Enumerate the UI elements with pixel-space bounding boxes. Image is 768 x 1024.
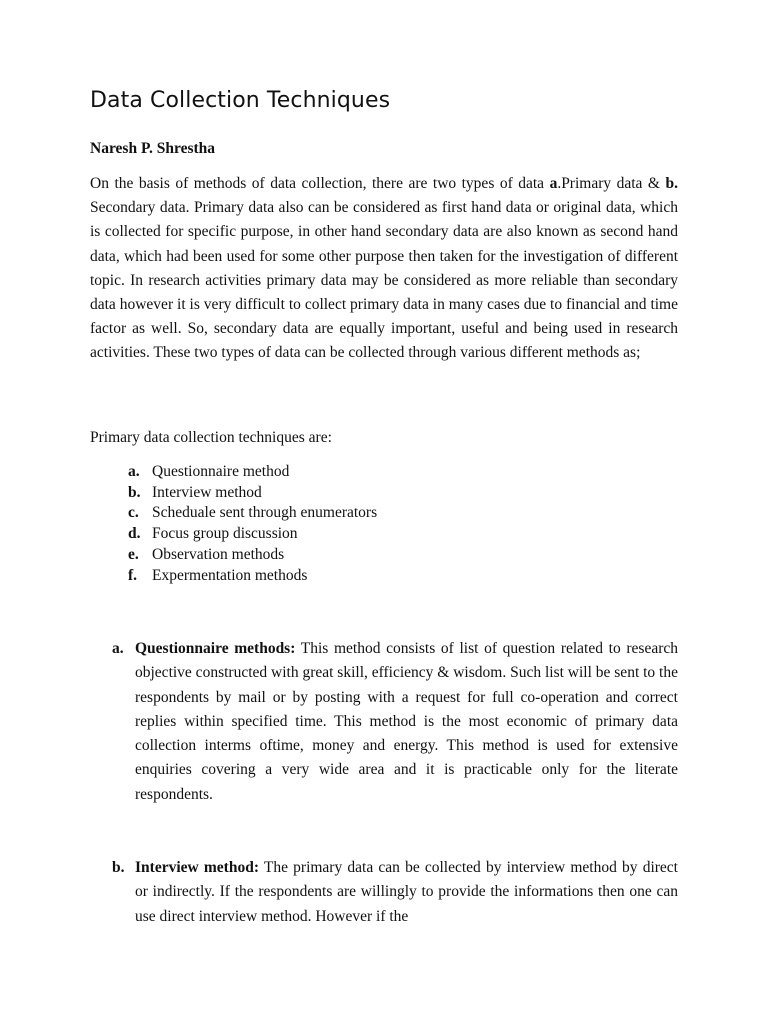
list-item-text: Scheduale sent through enumerators (152, 504, 378, 522)
primary-techniques-heading: Primary data collection techniques are: (90, 429, 332, 446)
section-heading: Questionnaire methods: (135, 640, 296, 657)
intro-paragraph (90, 172, 678, 366)
document-title: Data Collection Techniques (90, 88, 391, 113)
list-marker: f. (128, 566, 138, 584)
intro-text-3: Secondary data. Primary data also can be considered as first hand data or original data, which is collected for specific purpose, in other hand secondary data are also known as second hand data, which had been used for some other purpose then taken for the investigation of different topic. In research activities primary data may be considered as more reliable than secondary data however it is very difficult to collect primary data in many cases due to financial and time factor as well. So, secondary data are equally important, useful and being used in research activities. These two types of data can be collected through various different methods as; (90, 199, 678, 362)
author-name: Naresh P. Shrestha (90, 140, 216, 157)
list-item (128, 545, 377, 566)
list-marker: e. (128, 545, 139, 563)
list-item-text: Focus group discussion (152, 525, 298, 543)
list-item-text: Interview method (152, 483, 262, 501)
section-marker: a. (112, 640, 124, 657)
section-marker: b. (112, 859, 125, 876)
section-text: The primary data can be collected by interview method by direct or indirectly. If the respondents are willingly to provide the informations then one can use direct interview method. However if the (135, 859, 678, 925)
list-item (128, 503, 377, 524)
intro-text-2: .Primary data & (557, 175, 666, 192)
list-marker: a. (128, 463, 140, 480)
primary-techniques-list (128, 462, 377, 586)
section-text: This method consists of list of question related to research objective constructed with great skill, efficiency & wisdom. Such list will be sent to the respondents by mail or by posting with a request for full co-operation and correct replies within specified time. This method is the most economic of primary data collection interms oftime, money and energy. This method is used for extensive enquiries covering a very wide area and it is practicable only for the literate respondents. (135, 640, 678, 803)
list-item (128, 566, 377, 587)
list-item (128, 524, 377, 545)
section-body (135, 637, 678, 807)
list-item (128, 483, 377, 504)
intro-marker-a: a (549, 175, 558, 192)
list-marker: d. (128, 525, 141, 543)
section-interview-method (112, 856, 678, 929)
list-item-text: Observation methods (152, 545, 285, 563)
intro-text-1: On the basis of methods of data collection, there are two types of data (90, 175, 550, 192)
list-item (128, 462, 377, 483)
list-marker: b. (128, 483, 141, 501)
list-item-text: Expermentation methods (152, 566, 308, 584)
list-item-text: Questionnaire method (152, 463, 290, 480)
section-questionnaire-method (112, 637, 678, 807)
list-marker: c. (128, 504, 139, 522)
intro-marker-b: b. (665, 175, 678, 192)
section-heading: Interview method: (135, 859, 259, 876)
section-body (135, 856, 678, 929)
